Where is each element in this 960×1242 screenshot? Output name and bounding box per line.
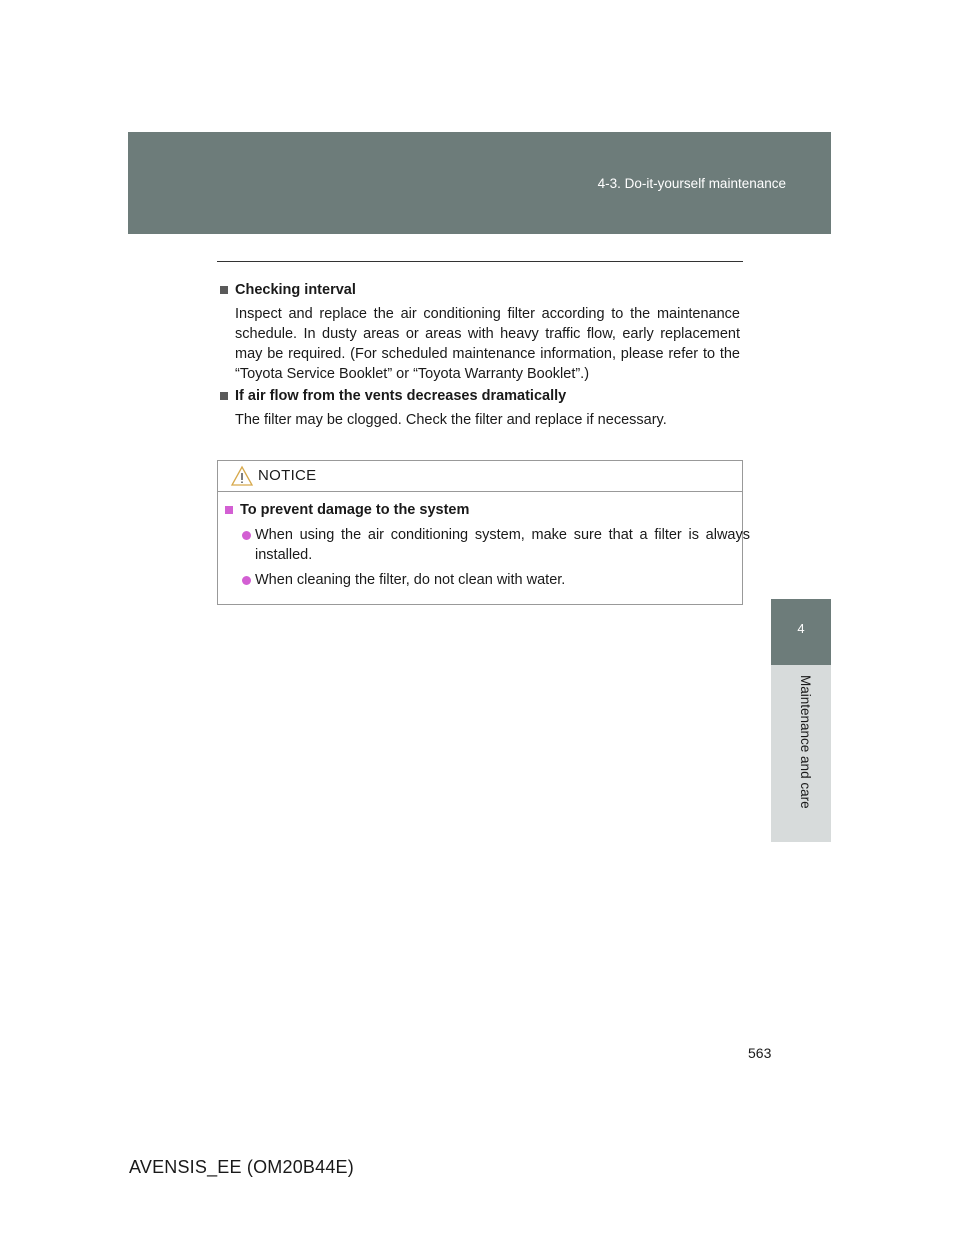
chapter-label-tab [771,665,831,842]
section-heading-text: If air flow from the vents decreases dramatically [235,388,567,404]
chapter-number: 4 [797,621,805,636]
notice-title: NOTICE [258,467,317,484]
chapter-label: Maintenance and care [798,675,813,809]
notice-box [217,460,750,605]
notice-item-text: When using the air conditioning system, make sure that a filter is always installed. [255,527,750,563]
notice-item-text: When cleaning the filter, do not clean with water. [255,572,566,588]
section-heading [220,387,740,405]
section-body: The filter may be clogged. Check the filter and replace if necessary. [235,412,667,428]
section-air-flow [220,387,740,430]
notice-item [242,525,750,565]
notice-item [242,570,750,590]
page-number: 563 [748,1045,772,1061]
section-body: Inspect and replace the air conditioning filter according to the maintenance schedule. In dusty areas or areas with heavy traffic flow, early replacement may be required. (For scheduled maintenance information, please refer to the “Toyota Service Booklet” or “Toyota Warranty Booklet”.) [235,306,740,382]
document-code: AVENSIS_EE (OM20B44E) [129,1157,354,1177]
section-heading [220,281,740,299]
bullet-dot-icon [242,531,251,540]
notice-heading [225,502,740,518]
square-bullet-icon [220,286,228,294]
notice-header [218,461,742,492]
section-heading-text: Checking interval [235,282,356,298]
section-title: 4-3. Do-it-yourself maintenance [597,176,786,191]
notice-heading-text: To prevent damage to the system [240,502,470,518]
warning-triangle-icon [230,465,254,487]
top-divider [217,261,743,262]
chapter-tab [771,599,831,665]
section-checking-interval [220,281,740,384]
header-band [128,132,831,234]
square-bullet-icon [220,392,228,400]
square-bullet-icon [225,506,233,514]
bullet-dot-icon [242,576,251,585]
